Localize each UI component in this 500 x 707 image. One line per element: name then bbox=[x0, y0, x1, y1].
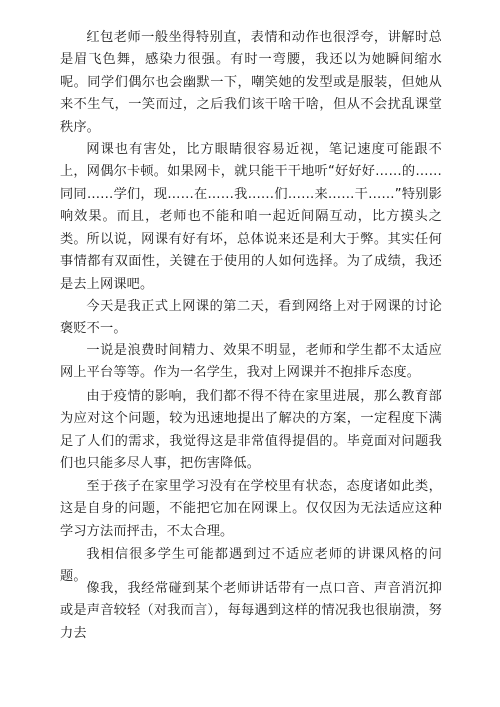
paragraph-second-day: 今天是我正式上网课的第二天，看到网络上对于网课的讨论褒贬不一。 bbox=[60, 299, 442, 337]
paragraph-conclusion: 所以说，网课有好有坏，总体说来还是利大于弊。其实任何事情都有双面性，关键在于使用的人如何选择。为了成绩，我还是去上网课吧。 bbox=[60, 232, 442, 292]
paragraph-online-class-drawbacks: 网课也有害处，比方眼睛很容易近视，笔记速度可能跟不上，网偶尔卡顿。如果网卡，就只能干干地听“好好好……的……同同……学们，现……在……我……们……来……干……”特别影响效果。而且，老师也不能和咱一起近间隔互动，比方摸头之类。 bbox=[60, 142, 442, 247]
paragraph-opinion: 一说是浪费时间精力、效果不明显，老师和学生都不太适应网上平台等等。作为一名学生，我对上网课并不抱排斥态度。 bbox=[60, 343, 442, 381]
paragraph-teaching-style: 我相信很多学生可能都遇到过不适应老师的讲课风格的问题。 bbox=[60, 547, 442, 585]
paragraph-epidemic: 由于疫情的影响，我们都不得不待在家里进展，那么教育部为应对这个问题，较为迅速地提出了解决的方案，一定程度下满足了人们的需求，我觉得这是非常值得提倡的。毕竟面对问题我们也只能多尽人事，把伤害降低。 bbox=[60, 389, 442, 472]
paragraph-teacher-description: 红包老师一般坐得特别直，表情和动作也很浮夸，讲解时总是眉飞色舞，感染力很强。有时一弯腰，我还以为她瞬间缩水呢。同学们偶尔也会幽默一下，嘲笑她的发型或是服装，但她从来不生气，一笑而过，之后我们该干啥干啥，但从不会扰乱课堂秩序。 bbox=[60, 30, 442, 135]
paragraph-self-discipline: 至于孩子在家里学习没有在学校里有状态，态度诸如此类，这是自身的问题，不能把它加在网课上。仅仅因为无法适应这种学习方法而抨击，不太合理。 bbox=[60, 479, 442, 539]
paragraph-personal-experience: 像我，我经常碰到某个老师讲话带有一点口音、声音消沉抑或是声音较轻（对我而言），每每遇到这样的情况我也很崩溃，努力去 bbox=[60, 581, 442, 641]
